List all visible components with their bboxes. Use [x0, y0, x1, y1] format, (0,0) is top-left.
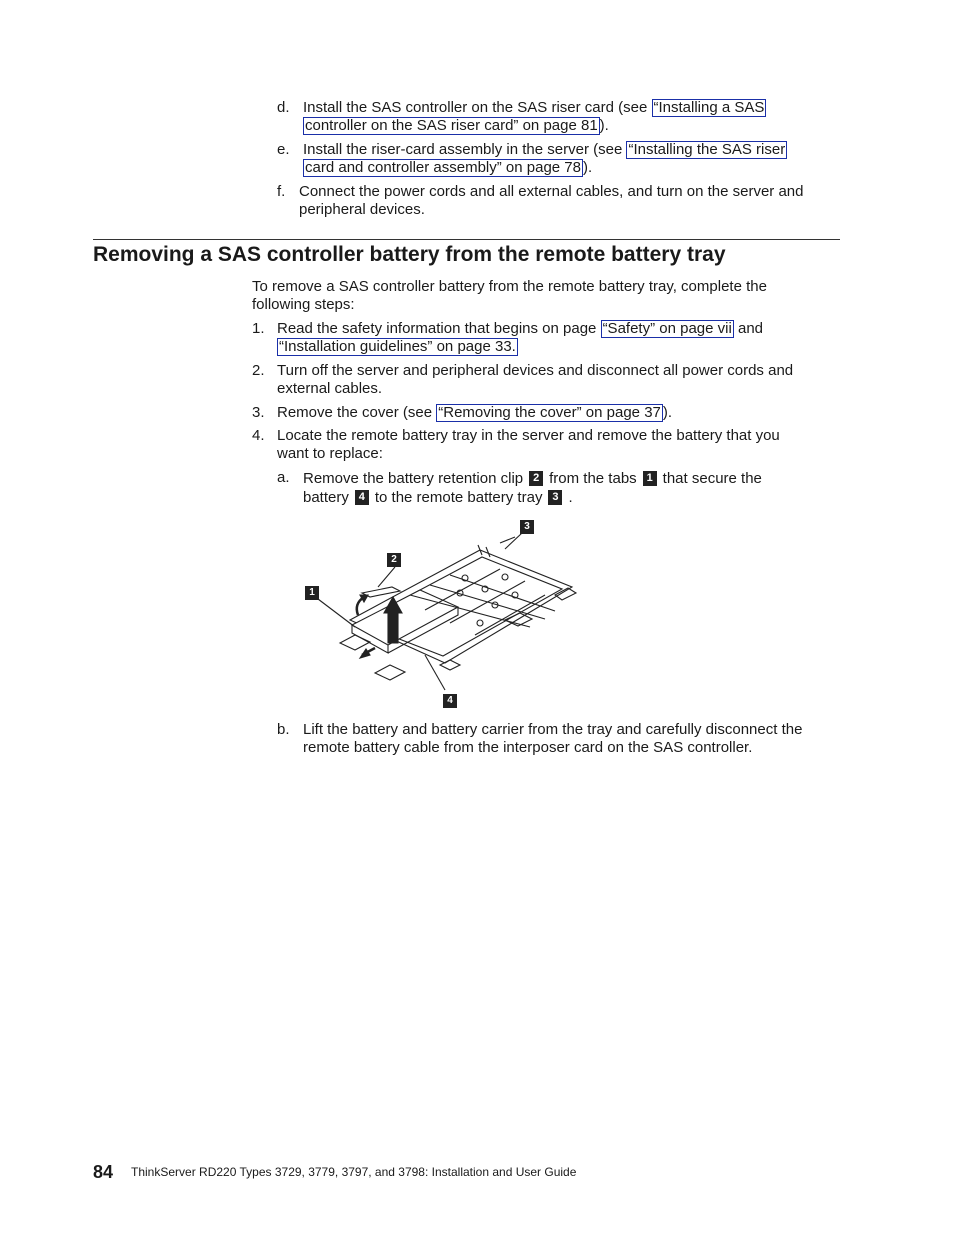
substep-b-text: Lift the battery and battery carrier from the tray and carefully disconnect the remote battery cable from the interposer card on the SAS controller. [303, 721, 803, 756]
substep-a-marker: a. [277, 469, 290, 486]
page-number: 84 [93, 1162, 114, 1182]
link-removing-cover[interactable]: “Removing the cover” on page 37 [438, 404, 661, 421]
step-f-text: Connect the power cords and all external cables, and turn on the server and peripheral devices. [299, 183, 804, 218]
battery-tray-illustration [300, 515, 590, 710]
step-f-marker: f. [277, 183, 286, 200]
callout-badge-2: 2 [529, 471, 543, 486]
figure-callout-2: 2 [387, 553, 401, 567]
callout-badge-3: 3 [548, 490, 562, 505]
callout-badge-1: 1 [643, 471, 657, 486]
link-installing-sas-riser-2[interactable]: card and controller assembly” on page 78 [305, 159, 581, 176]
substep-a-text: Remove the battery retention clip 2 from the tabs 1 that secure the battery 4 to the remote battery tray 3 . [303, 470, 762, 506]
figure-callout-4: 4 [443, 694, 457, 708]
step-3-text: Remove the cover (see “Removing the cover” on page 37 ). [277, 404, 673, 421]
callout-badge-4: 4 [355, 490, 369, 505]
link-installation-guidelines[interactable]: “Installation guidelines” on page 33. [279, 338, 516, 355]
step-4-marker: 4. [252, 427, 265, 444]
step-1-marker: 1. [252, 320, 265, 337]
link-installing-sas-riser-1[interactable]: “Installing the SAS riser [628, 141, 786, 158]
step-2-marker: 2. [252, 362, 265, 379]
step-d-text [303, 99, 843, 135]
figure-callout-3: 3 [520, 520, 534, 534]
section-rule [93, 239, 840, 240]
footer-title: ThinkServer RD220 Types 3729, 3779, 3797, and 3798: Installation and User Guide [131, 1165, 577, 1179]
intro-paragraph: To remove a SAS controller battery from the remote battery tray, complete the following steps: [252, 278, 767, 313]
step-e-marker: e. [277, 141, 290, 158]
battery-tray-figure [300, 515, 590, 710]
step-d-before: Install the SAS controller on the SAS riser card (see [303, 99, 652, 116]
step-e-text [303, 141, 843, 177]
link-safety[interactable]: “Safety” on page vii [602, 320, 732, 337]
step-e-before: Install the riser-card assembly in the server (see [303, 141, 627, 158]
substep-b-marker: b. [277, 721, 290, 738]
figure-callout-1: 1 [305, 586, 319, 600]
step-d-after: ). [599, 117, 609, 134]
step-2-text: Turn off the server and peripheral devices and disconnect all power cords and external cables. [277, 362, 794, 397]
step-d-marker: d. [277, 99, 290, 116]
link-installing-sas-controller-2[interactable]: controller on the SAS riser card” on page 81 [305, 117, 598, 134]
step-3-marker: 3. [252, 404, 265, 421]
step-1-text: Read the safety information that begins on page “Safety” on page vii and “Installation guidelines” on page 33. [277, 320, 764, 355]
step-e-after: ). [583, 159, 593, 176]
step-4-text: Locate the remote battery tray in the server and remove the battery that you want to replace: [277, 427, 780, 462]
section-title: Removing a SAS controller battery from the remote battery tray [93, 243, 726, 266]
link-installing-sas-controller-1[interactable]: “Installing a SAS [653, 99, 765, 116]
